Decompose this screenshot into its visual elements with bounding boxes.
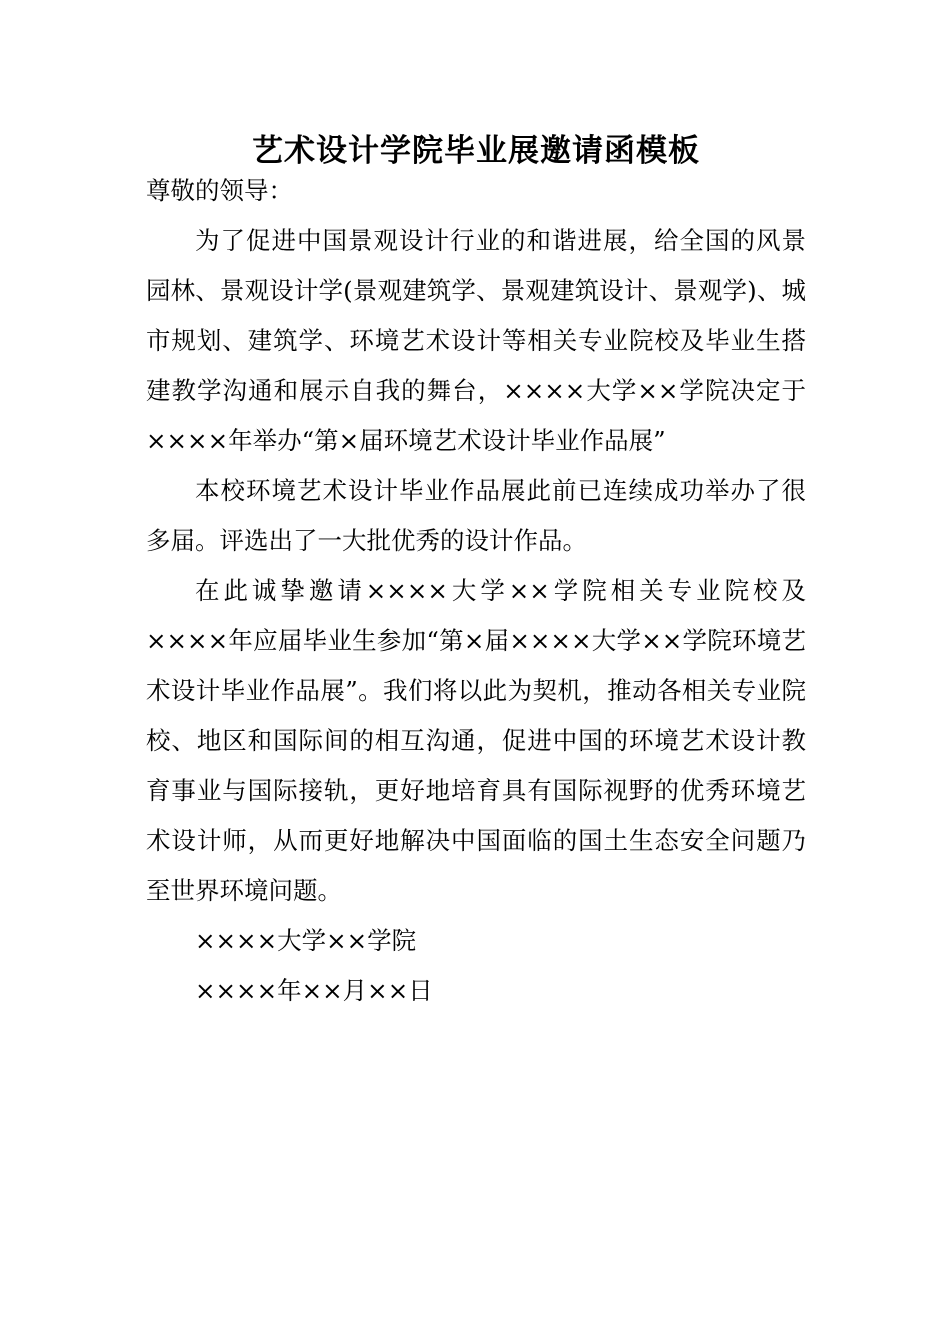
date: ××××年××月××日 (195, 976, 433, 1005)
paragraph-invitation: 在此诚挚邀请××××大学××学院相关专业院校及××××年应届毕业生参加“第×届××××大学××学院环境艺术设计毕业作品展”。我们将以此为契机，推动各相关专业院校、地区和国际间的相互沟通，促进中国的环境艺术设计教育事业与国际接轨，更好地培育具有国际视野的优秀环境艺术设计师，从而更好地解决中国面临的国土生态安全问题乃至世界环境问题。 (146, 576, 806, 905)
paragraph-history: 本校环境艺术设计毕业作品展此前已连续成功举办了很多届。评选出了一大批优秀的设计作品。 (146, 476, 806, 555)
signature: ××××大学××学院 (195, 926, 417, 955)
document-title: 艺术设计学院毕业展邀请函模板 (252, 133, 700, 169)
salutation: 尊敬的领导： (146, 176, 293, 205)
paragraph-intro: 为了促进中国景观设计行业的和谐进展，给全国的风景园林、景观设计学(景观建筑学、景观建筑设计、景观学)、城市规划、建筑学、环境艺术设计等相关专业院校及毕业生搭建教学沟通和展示自我的舞台，××××大学××学院决定于××××年举办“第×届环境艺术设计毕业作品展” (146, 226, 806, 455)
